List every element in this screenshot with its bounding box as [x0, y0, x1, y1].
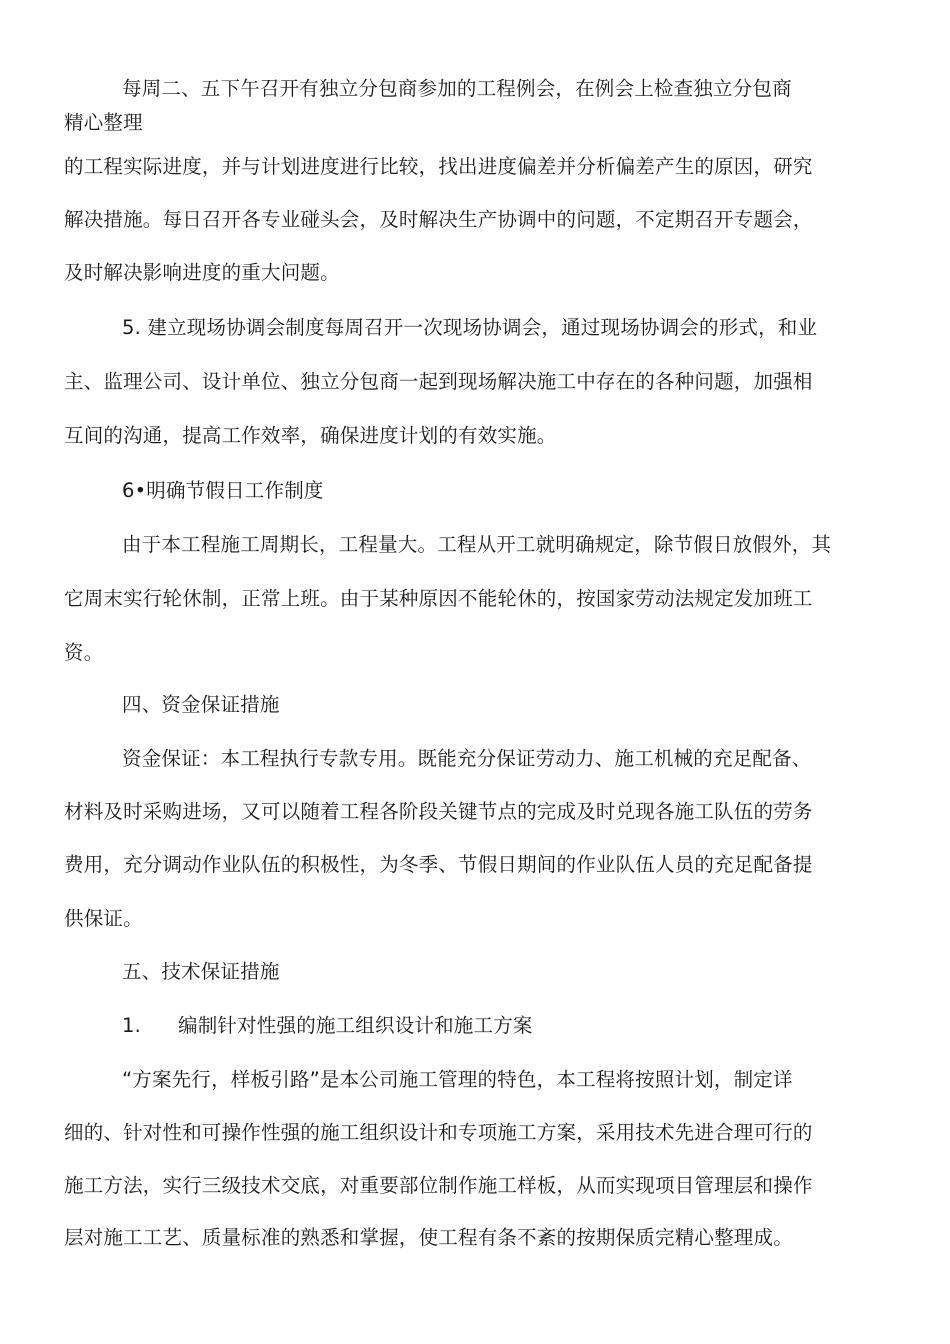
paragraph-line: 层对施工工艺、质量标准的熟悉和掌握，使工程有条不紊的按期保质完精心整理成。 — [64, 1226, 793, 1249]
paragraph-line: 解决措施。每日召开各专业碰头会，及时解决生产协调中的问题，不定期召开专题会， — [64, 208, 813, 231]
paragraph-line: 每周二、五下午召开有独立分包商参加的工程例会，在例会上检查独立分包商 — [122, 77, 792, 100]
paragraph-line: 施工方法，实行三级技术交底，对重要部位制作施工样板，从而实现项目管理层和操作 — [64, 1174, 813, 1197]
paragraph-line: 由于本工程施工周期长，工程量大。工程从开工就明确规定，除节假日放假外，其 — [122, 533, 832, 556]
paragraph-line: 资金保证：本工程执行专款专用。既能充分保证劳动力、施工机械的充足配备、 — [122, 747, 812, 770]
paragraph-line: 主、监理公司、设计单位、独立分包商一起到现场解决施工中存在的各种问题，加强相 — [64, 370, 813, 393]
list-item-title: 编制针对性强的施工组织设计和施工方案 — [178, 1014, 533, 1037]
section-heading: 6•明确节假日工作制度 — [122, 479, 324, 502]
paragraph-line: 及时解决影响进度的重大问题。 — [64, 261, 340, 284]
paragraph-line: 互间的沟通，提高工作效率，确保进度计划的有效实施。 — [64, 424, 557, 447]
list-item-number: 1. — [122, 1014, 142, 1037]
paragraph-line: 资。 — [64, 641, 104, 664]
paragraph-line: 的工程实际进度，并与计划进度进行比较，找出进度偏差并分析偏差产生的原因，研究 — [64, 155, 813, 178]
paragraph-line: 费用，充分调动作业队伍的积极性，为冬季、节假日期间的作业队伍人员的充足配备提 — [64, 853, 813, 876]
section-heading: 四、资金保证措施 — [122, 693, 280, 716]
paragraph-line: 材料及时采购进场，又可以随着工程各阶段关键节点的完成及时兑现各施工队伍的劳务 — [64, 800, 813, 823]
paragraph-line: 细的、针对性和可操作性强的施工组织设计和专项施工方案，采用技术先进合理可行的 — [64, 1121, 813, 1144]
paragraph-line: 供保证。 — [64, 907, 143, 930]
paragraph-line: 它周末实行轮休制，正常上班。由于某种原因不能轮休的，按国家劳动法规定发加班工 — [64, 587, 813, 610]
watermark-text: 精心整理 — [64, 111, 143, 134]
paragraph-line: 5. 建立现场协调会制度每周召开一次现场协调会，通过现场协调会的形式，和业 — [122, 316, 818, 339]
section-heading: 五、技术保证措施 — [122, 960, 280, 983]
paragraph-line: “方案先行，样板引路”是本公司施工管理的特色，本工程将按照计划，制定详 — [122, 1068, 793, 1091]
